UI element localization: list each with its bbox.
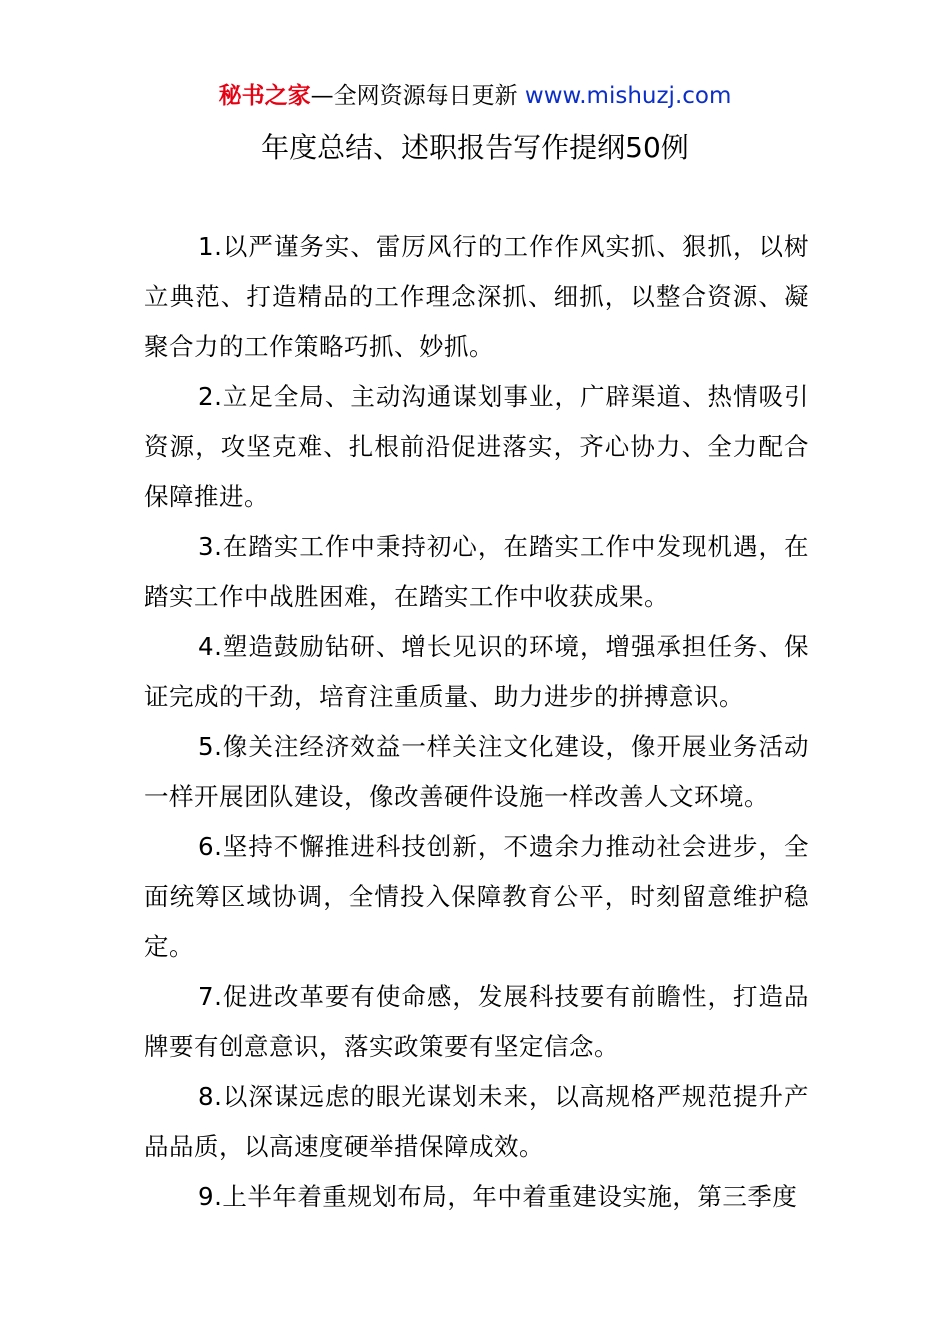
site-tagline: —全网资源每日更新 (310, 83, 525, 109)
paragraph-4: 4.塑造鼓励钻研、增长见识的环境，增强承担任务、保证完成的干劲，培育注重质量、助力进步的拼搏意识。 (144, 632, 809, 711)
document-body (144, 222, 809, 1222)
site-header (0, 80, 950, 112)
site-brand: 秘书之家 (218, 83, 311, 109)
paragraph-2: 2.立足全局、主动沟通谋划事业，广辟渠道、热情吸引资源，攻坚克难、扎根前沿促进落实，齐心协力、全力配合保障推进。 (144, 382, 809, 511)
paragraph-3: 3.在踏实工作中秉持初心，在踏实工作中发现机遇，在踏实工作中战胜困难，在踏实工作中收获成果。 (144, 532, 809, 611)
document-title: 年度总结、述职报告写作提纲50例 (261, 131, 689, 164)
paragraph-7: 7.促进改革要有使命感，发展科技要有前瞻性，打造品牌要有创意意识，落实政策要有坚定信念。 (144, 982, 809, 1061)
paragraph-1: 1.以严谨务实、雷厉风行的工作作风实抓、狠抓，以树立典范、打造精品的工作理念深抓、细抓，以整合资源、凝聚合力的工作策略巧抓、妙抓。 (144, 232, 809, 361)
paragraph-5: 5.像关注经济效益一样关注文化建设，像开展业务活动一样开展团队建设，像改善硬件设施一样改善人文环境。 (144, 732, 809, 811)
paragraph-9: 9.上半年着重规划布局，年中着重建设实施，第三季度 (198, 1182, 798, 1211)
site-url-link[interactable]: www.mishuzj.com (524, 83, 732, 109)
paragraph-8: 8.以深谋远虑的眼光谋划未来，以高规格严规范提升产品品质，以高速度硬举措保障成效。 (144, 1082, 809, 1161)
paragraph-6: 6.坚持不懈推进科技创新，不遗余力推动社会进步，全面统筹区域协调，全情投入保障教育公平，时刻留意维护稳定。 (144, 832, 809, 961)
